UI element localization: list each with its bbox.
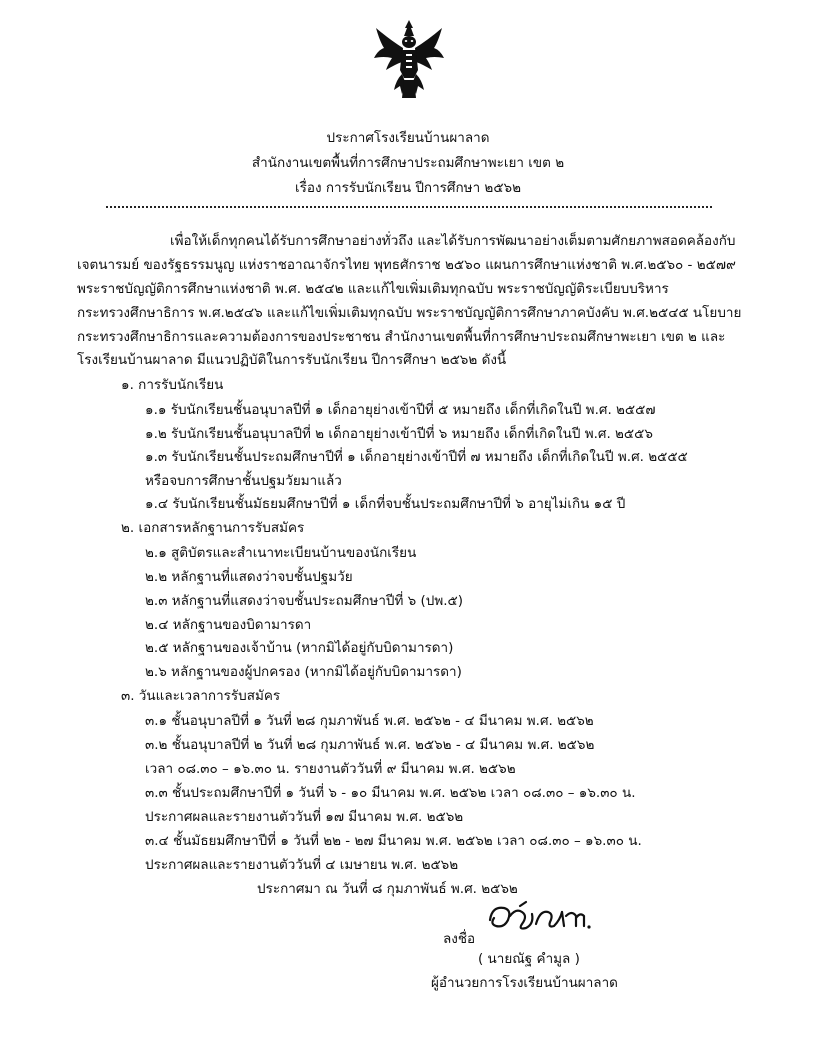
garuda-emblem-icon [370,18,448,100]
handwritten-signature [482,898,592,938]
section-heading-documents: ๒. เอกสารหลักฐานการรับสมัคร [121,520,305,536]
list-item: ๒.๓ หลักฐานที่แสดงว่าจบชั้นประถมศึกษาปีที่ ๖ (ปพ.๕) [145,593,464,609]
dotted-separator [106,206,712,208]
signatory-name: ( นายณัฐ คำมูล ) [478,951,580,967]
intro-line: กระทรวงศึกษาธิการและความต้องการของประชาชน สำนักงานเขตพื้นที่การศึกษาประถมศึกษาพะเยา เขต ๒ และ [77,329,726,345]
list-item: ๑.๓ รับนักเรียนชั้นประถมศึกษาปีที่ ๑ เด็กอายุย่างเข้าปีที่ ๗ หมายถึง เด็กที่เกิดในปี พ.ศ. ๒๕๕๕ [145,449,688,465]
list-item: ๓.๓ ชั้นประถมศึกษาปีที่ ๑ วันที่ ๖ - ๑๐ มีนาคม พ.ศ. ๒๕๖๒ เวลา ๐๘.๓๐ – ๑๖.๓๐ น. [145,785,636,801]
list-item: ๒.๕ หลักฐานของเจ้าบ้าน (หากมิได้อยู่กับบิดามารดา) [145,640,454,656]
section-heading-schedule: ๓. วันและเวลาการรับสมัคร [121,688,281,704]
intro-line: เจตนารมย์ ของรัฐธรรมนูญ แห่งราชอาณาจักรไทย พุทธศักราช ๒๕๖๐ แผนการศึกษาแห่งชาติ พ.ศ.๒๕๖๐ - ๒๕๗๙ [77,257,736,273]
announcement-title: ประกาศโรงเรียนบ้านผาลาด [326,130,490,146]
intro-line: โรงเรียนบ้านผาลาด มีแนวปฏิบัติในการรับนักเรียน ปีการศึกษา ๒๕๖๒ ดังนี้ [77,352,507,368]
list-item: ประกาศผลและรายงานตัววันที่ ๔ เมษายน พ.ศ. ๒๕๖๒ [145,857,459,873]
list-item: เวลา ๐๘.๓๐ – ๑๖.๓๐ น. รายงานตัววันที่ ๙ มีนาคม พ.ศ. ๒๕๖๒ [145,761,516,777]
list-item: ๓.๔ ชั้นมัธยมศึกษาปีที่ ๑ วันที่ ๒๒ - ๒๗ มีนาคม พ.ศ. ๒๕๖๒ เวลา ๐๘.๓๐ – ๑๖.๓๐ น. [145,833,642,849]
list-item: ๒.๔ หลักฐานของบิดามารดา [145,617,312,633]
subject-line: เรื่อง การรับนักเรียน ปีการศึกษา ๒๕๖๒ [294,180,522,196]
list-item: ประกาศผลและรายงานตัววันที่ ๑๗ มีนาคม พ.ศ. ๒๕๖๒ [145,809,464,825]
list-item: ๓.๒ ชั้นอนุบาลปีที่ ๒ วันที่ ๒๘ กุมภาพันธ์ พ.ศ. ๒๕๖๒ - ๔ มีนาคม พ.ศ. ๒๕๖๒ [145,737,595,753]
intro-line: กระทรวงศึกษาธิการ พ.ศ.๒๕๔๖ และแก้ไขเพิ่มเติมทุกฉบับ พระราชบัญญัติการศึกษาภาคบังคับ พ.ศ.๒๕๔๕ นโยบาย [77,305,742,321]
office-name: สำนักงานเขตพื้นที่การศึกษาประถมศึกษาพะเยา เขต ๒ [251,155,565,171]
list-item: ๑.๑ รับนักเรียนชั้นอนุบาลปีที่ ๑ เด็กอายุย่างเข้าปีที่ ๕ หมายถึง เด็กที่เกิดในปี พ.ศ. ๒๕๕๗ [145,402,656,418]
list-item: หรือจบการศึกษาชั้นปฐมวัยมาแล้ว [145,473,342,489]
list-item: ๒.๒ หลักฐานที่แสดงว่าจบชั้นปฐมวัย [145,569,353,585]
list-item: ๑.๔ รับนักเรียนชั้นมัธยมศึกษาปีที่ ๑ เด็กที่จบชั้นประถมศึกษาปีที่ ๖ อายุไม่เกิน ๑๕ ปี [145,496,626,512]
list-item: ๒.๖ หลักฐานของผู้ปกครอง (หากมิได้อยู่กับบิดามารดา) [145,664,462,680]
list-item: ๒.๑ สูติบัตรและสำเนาทะเบียนบ้านของนักเรียน [145,545,417,561]
intro-line: พระราชบัญญัติการศึกษาแห่งชาติ พ.ศ. ๒๕๔๒ และแก้ไขเพิ่มเติมทุกฉบับ พระราชบัญญัติระเบียบบริหาร [77,281,669,297]
announce-date: ประกาศมา ณ วันที่ ๘ กุมภาพันธ์ พ.ศ. ๒๕๖๒ [257,881,518,897]
intro-line: เพื่อให้เด็กทุกคนได้รับการศึกษาอย่างทั่วถึง และได้รับการพัฒนาอย่างเต็มตามศักยภาพสอดคล้องกับ [170,233,736,249]
signatory-position: ผู้อำนวยการโรงเรียนบ้านผาลาด [431,975,618,991]
signature-label: ลงชื่อ [443,931,476,947]
list-item: ๑.๒ รับนักเรียนชั้นอนุบาลปีที่ ๒ เด็กอายุย่างเข้าปีที่ ๖ หมายถึง เด็กที่เกิดในปี พ.ศ. ๒๕๕๖ [145,426,653,442]
section-heading-admission: ๑. การรับนักเรียน [121,377,224,393]
list-item: ๓.๑ ชั้นอนุบาลปีที่ ๑ วันที่ ๒๘ กุมภาพันธ์ พ.ศ. ๒๕๖๒ - ๔ มีนาคม พ.ศ. ๒๕๖๒ [145,713,594,729]
